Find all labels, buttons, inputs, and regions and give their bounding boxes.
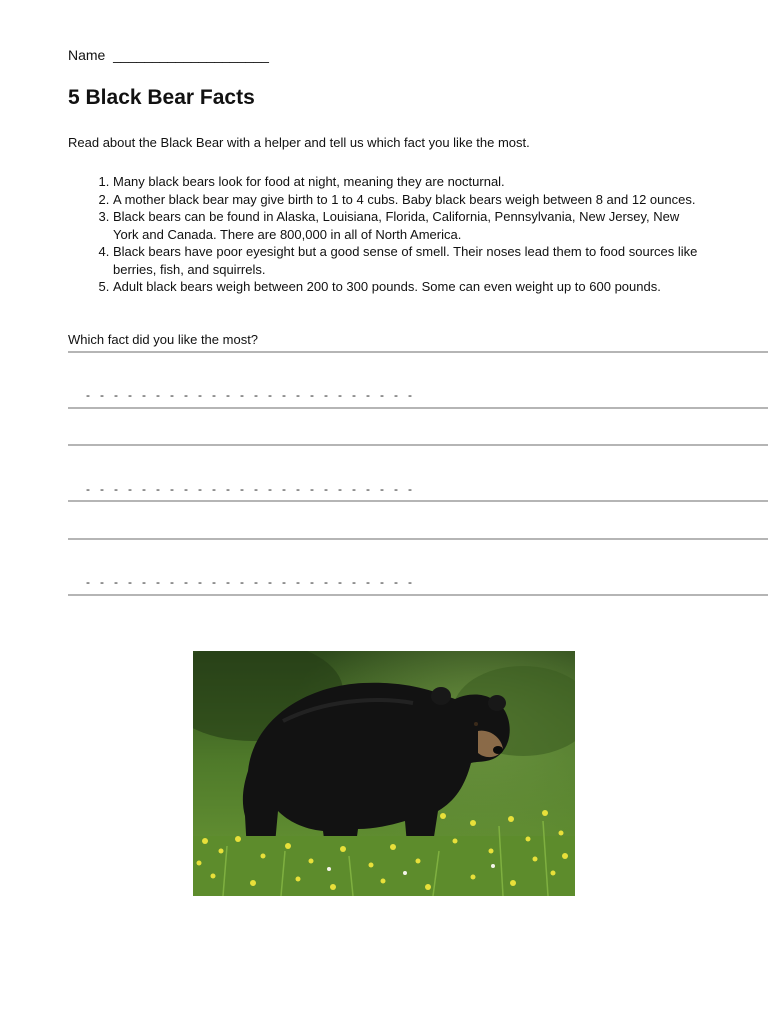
- writing-line-top-1: [68, 351, 768, 353]
- fact-item-1: 1. Many black bears look for food at night, meaning they are nocturnal.: [113, 173, 708, 191]
- writing-line-base-2[interactable]: [68, 500, 768, 502]
- fact-item-4: 4. Black bears have poor eyesight but a good sense of smell. Their noses lead them to food sources like berries, fish, and squirrels.: [113, 243, 708, 278]
- name-blank[interactable]: ____________________: [113, 47, 269, 63]
- dashed-midline-2: - - - - - - - - - - - - - - - - - - - - - - - -: [86, 482, 412, 496]
- facts-list: [68, 173, 708, 296]
- name-field[interactable]: [68, 47, 269, 63]
- writing-line-base-3[interactable]: [68, 594, 768, 596]
- fact-item-3: 3. Black bears can be found in Alaska, Louisiana, Florida, California, Pennsylvania, New Jersey, New York and Canada. There are 800,000 in all of North America.: [113, 208, 708, 243]
- black-bear-photo: [193, 651, 575, 896]
- fact-item-2: 2. A mother black bear may give birth to 1 to 4 cubs. Baby black bears weigh between 8 and 12 ounces.: [113, 191, 708, 209]
- dashed-midline-1: - - - - - - - - - - - - - - - - - - - - - - - -: [86, 388, 412, 402]
- question-text: Which fact did you like the most?: [68, 332, 259, 347]
- intro-text: Read about the Black Bear with a helper and tell us which fact you like the most.: [68, 135, 530, 150]
- name-label: Name: [68, 47, 106, 63]
- writing-line-top-3: [68, 538, 768, 540]
- writing-line-base-1[interactable]: [68, 407, 768, 409]
- fact-item-5: 5. Adult black bears weigh between 200 to 300 pounds. Some can even weight up to 600 pounds.: [113, 278, 708, 296]
- page-title: 5 Black Bear Facts: [68, 86, 255, 109]
- dashed-midline-3: - - - - - - - - - - - - - - - - - - - - - - - -: [86, 575, 412, 589]
- writing-line-top-2: [68, 444, 768, 446]
